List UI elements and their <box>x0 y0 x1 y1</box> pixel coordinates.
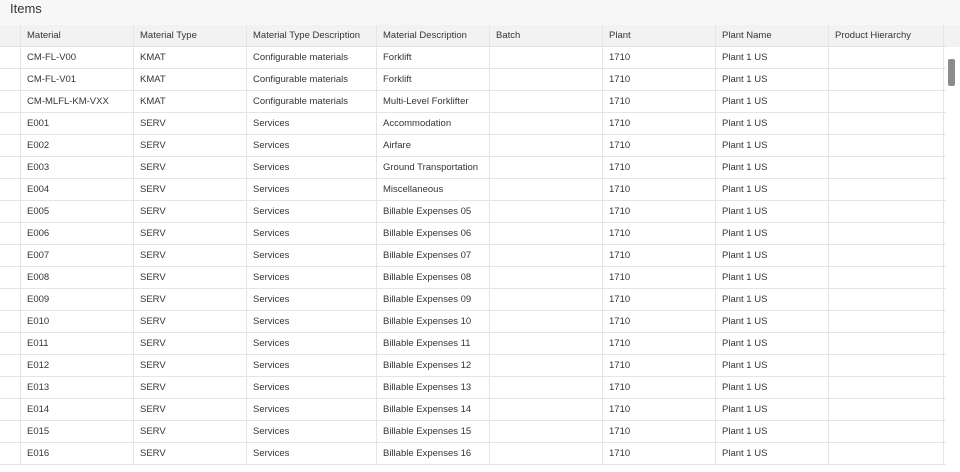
cell-material-type: SERV <box>134 311 247 332</box>
cell-material-description: Billable Expenses 05 <box>377 201 490 222</box>
table-row[interactable] <box>0 443 946 465</box>
cell-batch <box>490 421 603 442</box>
cell-plant-name: Plant 1 US <box>716 421 829 442</box>
row-selector[interactable] <box>0 377 21 398</box>
row-selector[interactable] <box>0 91 21 112</box>
cell-material: E015 <box>21 421 134 442</box>
cell-material-description: Forklift <box>377 69 490 90</box>
cell-batch <box>490 223 603 244</box>
cell-material-type-description: Services <box>247 179 377 200</box>
cell-product-hierarchy <box>829 47 944 68</box>
table-row[interactable] <box>0 289 946 311</box>
row-selector[interactable] <box>0 47 21 68</box>
cell-material-type: SERV <box>134 179 247 200</box>
cell-material-type: KMAT <box>134 47 247 68</box>
cell-batch <box>490 443 603 464</box>
cell-material: E006 <box>21 223 134 244</box>
cell-material: E009 <box>21 289 134 310</box>
row-selector[interactable] <box>0 399 21 420</box>
cell-plant-name: Plant 1 US <box>716 201 829 222</box>
cell-plant: 1710 <box>603 399 716 420</box>
cell-material: CM-FL-V00 <box>21 47 134 68</box>
cell-material: CM-FL-V01 <box>21 69 134 90</box>
cell-plant: 1710 <box>603 135 716 156</box>
cell-material-description: Forklift <box>377 47 490 68</box>
cell-material: E014 <box>21 399 134 420</box>
cell-batch <box>490 333 603 354</box>
cell-material: E012 <box>21 355 134 376</box>
column-header-material[interactable]: Material <box>21 25 134 46</box>
cell-batch <box>490 157 603 178</box>
cell-material-type: SERV <box>134 333 247 354</box>
cell-product-hierarchy <box>829 399 944 420</box>
selection-column-header[interactable] <box>0 25 21 46</box>
column-header-material-type[interactable]: Material Type <box>134 25 247 46</box>
cell-product-hierarchy <box>829 289 944 310</box>
cell-material-description: Ground Transportation <box>377 157 490 178</box>
cell-plant: 1710 <box>603 311 716 332</box>
cell-plant-name: Plant 1 US <box>716 223 829 244</box>
cell-material-type: SERV <box>134 245 247 266</box>
cell-plant-name: Plant 1 US <box>716 47 829 68</box>
cell-material-type: SERV <box>134 223 247 244</box>
cell-plant: 1710 <box>603 113 716 134</box>
cell-material-type-description: Services <box>247 355 377 376</box>
cell-plant: 1710 <box>603 443 716 464</box>
row-selector[interactable] <box>0 179 21 200</box>
row-selector[interactable] <box>0 223 21 244</box>
scrollbar-thumb[interactable] <box>948 59 955 86</box>
cell-product-hierarchy <box>829 421 944 442</box>
cell-plant-name: Plant 1 US <box>716 399 829 420</box>
cell-batch <box>490 91 603 112</box>
cell-material-description: Billable Expenses 12 <box>377 355 490 376</box>
cell-product-hierarchy <box>829 355 944 376</box>
cell-plant-name: Plant 1 US <box>716 443 829 464</box>
cell-batch <box>490 135 603 156</box>
table-header-row <box>0 25 946 47</box>
cell-plant-name: Plant 1 US <box>716 179 829 200</box>
cell-material-type-description: Services <box>247 311 377 332</box>
cell-material-type: SERV <box>134 399 247 420</box>
cell-product-hierarchy <box>829 267 944 288</box>
cell-material-type: SERV <box>134 201 247 222</box>
cell-product-hierarchy <box>829 201 944 222</box>
cell-material-type: KMAT <box>134 91 247 112</box>
cell-batch <box>490 311 603 332</box>
row-selector[interactable] <box>0 355 21 376</box>
cell-material-type-description: Services <box>247 421 377 442</box>
column-header-material-type-description[interactable]: Material Type Description <box>247 25 377 46</box>
cell-material-type-description: Services <box>247 223 377 244</box>
cell-material-type: SERV <box>134 135 247 156</box>
cell-material-type-description: Services <box>247 289 377 310</box>
cell-batch <box>490 267 603 288</box>
cell-material-type-description: Services <box>247 443 377 464</box>
cell-plant: 1710 <box>603 223 716 244</box>
row-selector[interactable] <box>0 69 21 90</box>
cell-batch <box>490 355 603 376</box>
column-header-plant-name[interactable]: Plant Name <box>716 25 829 46</box>
cell-material-type-description: Services <box>247 135 377 156</box>
row-selector[interactable] <box>0 157 21 178</box>
cell-product-hierarchy <box>829 157 944 178</box>
table-row[interactable] <box>0 179 946 201</box>
table-row[interactable] <box>0 355 946 377</box>
cell-plant: 1710 <box>603 421 716 442</box>
cell-material: E013 <box>21 377 134 398</box>
cell-product-hierarchy <box>829 69 944 90</box>
cell-material-description: Billable Expenses 08 <box>377 267 490 288</box>
cell-product-hierarchy <box>829 113 944 134</box>
row-selector[interactable] <box>0 421 21 442</box>
cell-material-type: SERV <box>134 157 247 178</box>
row-selector[interactable] <box>0 443 21 464</box>
cell-product-hierarchy <box>829 443 944 464</box>
cell-material-type-description: Services <box>247 157 377 178</box>
row-selector[interactable] <box>0 289 21 310</box>
cell-plant: 1710 <box>603 91 716 112</box>
cell-material: CM-MLFL-KM-VXX <box>21 91 134 112</box>
cell-material: E007 <box>21 245 134 266</box>
scrollbar-header-gap <box>946 25 960 47</box>
cell-plant: 1710 <box>603 355 716 376</box>
table-row[interactable] <box>0 157 946 179</box>
cell-material-type-description: Services <box>247 399 377 420</box>
cell-material-type: KMAT <box>134 69 247 90</box>
cell-plant: 1710 <box>603 201 716 222</box>
cell-material-description: Accommodation <box>377 113 490 134</box>
cell-material-type: SERV <box>134 377 247 398</box>
vertical-scrollbar[interactable] <box>946 47 960 472</box>
cell-material-type: SERV <box>134 113 247 134</box>
cell-plant-name: Plant 1 US <box>716 377 829 398</box>
cell-material: E004 <box>21 179 134 200</box>
cell-material-description: Billable Expenses 07 <box>377 245 490 266</box>
cell-product-hierarchy <box>829 135 944 156</box>
cell-material-type-description: Configurable materials <box>247 69 377 90</box>
table-row[interactable] <box>0 311 946 333</box>
cell-material-type: SERV <box>134 289 247 310</box>
table-row[interactable] <box>0 399 946 421</box>
cell-material-type-description: Services <box>247 377 377 398</box>
cell-plant-name: Plant 1 US <box>716 355 829 376</box>
cell-product-hierarchy <box>829 245 944 266</box>
table-row[interactable] <box>0 245 946 267</box>
cell-plant: 1710 <box>603 245 716 266</box>
cell-batch <box>490 399 603 420</box>
cell-plant-name: Plant 1 US <box>716 311 829 332</box>
table-row[interactable] <box>0 267 946 289</box>
table-row[interactable] <box>0 201 946 223</box>
cell-batch <box>490 47 603 68</box>
cell-plant-name: Plant 1 US <box>716 333 829 354</box>
cell-material: E016 <box>21 443 134 464</box>
table-row[interactable] <box>0 47 946 69</box>
column-header-plant[interactable]: Plant <box>603 25 716 46</box>
cell-material-type: SERV <box>134 443 247 464</box>
cell-material-description: Multi-Level Forklifter <box>377 91 490 112</box>
table-row[interactable] <box>0 223 946 245</box>
column-header-product-hierarchy[interactable]: Product Hierarchy <box>829 25 944 46</box>
cell-product-hierarchy <box>829 311 944 332</box>
cell-plant-name: Plant 1 US <box>716 91 829 112</box>
table-body <box>0 47 946 465</box>
cell-material-description: Billable Expenses 10 <box>377 311 490 332</box>
cell-plant: 1710 <box>603 179 716 200</box>
cell-plant-name: Plant 1 US <box>716 267 829 288</box>
cell-plant-name: Plant 1 US <box>716 69 829 90</box>
cell-material: E001 <box>21 113 134 134</box>
cell-material: E010 <box>21 311 134 332</box>
cell-plant: 1710 <box>603 289 716 310</box>
cell-product-hierarchy <box>829 179 944 200</box>
cell-plant-name: Plant 1 US <box>716 135 829 156</box>
cell-batch <box>490 377 603 398</box>
table-row[interactable] <box>0 69 946 91</box>
row-selector[interactable] <box>0 113 21 134</box>
cell-plant-name: Plant 1 US <box>716 245 829 266</box>
row-selector[interactable] <box>0 201 21 222</box>
row-selector[interactable] <box>0 245 21 266</box>
table-row[interactable] <box>0 333 946 355</box>
cell-material: E002 <box>21 135 134 156</box>
cell-material-type-description: Configurable materials <box>247 47 377 68</box>
table-row[interactable] <box>0 135 946 157</box>
column-header-batch[interactable]: Batch <box>490 25 603 46</box>
cell-material-type: SERV <box>134 355 247 376</box>
table-row[interactable] <box>0 377 946 399</box>
cell-plant: 1710 <box>603 333 716 354</box>
table-row[interactable] <box>0 113 946 135</box>
cell-product-hierarchy <box>829 333 944 354</box>
cell-material: E008 <box>21 267 134 288</box>
row-selector[interactable] <box>0 267 21 288</box>
cell-product-hierarchy <box>829 223 944 244</box>
cell-material: E003 <box>21 157 134 178</box>
cell-material: E005 <box>21 201 134 222</box>
cell-material-description: Billable Expenses 11 <box>377 333 490 354</box>
cell-batch <box>490 201 603 222</box>
cell-batch <box>490 69 603 90</box>
cell-material-type: SERV <box>134 267 247 288</box>
cell-plant: 1710 <box>603 157 716 178</box>
cell-material-description: Billable Expenses 16 <box>377 443 490 464</box>
cell-material-description: Billable Expenses 14 <box>377 399 490 420</box>
cell-plant-name: Plant 1 US <box>716 113 829 134</box>
cell-material-description: Miscellaneous <box>377 179 490 200</box>
cell-plant-name: Plant 1 US <box>716 157 829 178</box>
cell-material-description: Billable Expenses 09 <box>377 289 490 310</box>
row-selector[interactable] <box>0 311 21 332</box>
row-selector[interactable] <box>0 135 21 156</box>
row-selector[interactable] <box>0 333 21 354</box>
cell-material-type-description: Services <box>247 201 377 222</box>
cell-plant: 1710 <box>603 267 716 288</box>
cell-batch <box>490 179 603 200</box>
items-table <box>0 25 946 472</box>
cell-product-hierarchy <box>829 91 944 112</box>
cell-plant: 1710 <box>603 377 716 398</box>
column-header-material-description[interactable]: Material Description <box>377 25 490 46</box>
cell-batch <box>490 289 603 310</box>
cell-material-description: Billable Expenses 13 <box>377 377 490 398</box>
cell-plant: 1710 <box>603 47 716 68</box>
cell-material-type-description: Services <box>247 333 377 354</box>
cell-material-description: Airfare <box>377 135 490 156</box>
cell-plant: 1710 <box>603 69 716 90</box>
table-row[interactable] <box>0 421 946 443</box>
cell-material-type-description: Services <box>247 113 377 134</box>
table-row[interactable] <box>0 91 946 113</box>
cell-material-type-description: Services <box>247 267 377 288</box>
cell-product-hierarchy <box>829 377 944 398</box>
cell-material-type-description: Configurable materials <box>247 91 377 112</box>
cell-plant-name: Plant 1 US <box>716 289 829 310</box>
items-panel-title: Items <box>10 1 42 16</box>
cell-material-description: Billable Expenses 06 <box>377 223 490 244</box>
cell-batch <box>490 245 603 266</box>
cell-material-type-description: Services <box>247 245 377 266</box>
cell-material-description: Billable Expenses 15 <box>377 421 490 442</box>
cell-batch <box>490 113 603 134</box>
cell-material-type: SERV <box>134 421 247 442</box>
cell-material: E011 <box>21 333 134 354</box>
